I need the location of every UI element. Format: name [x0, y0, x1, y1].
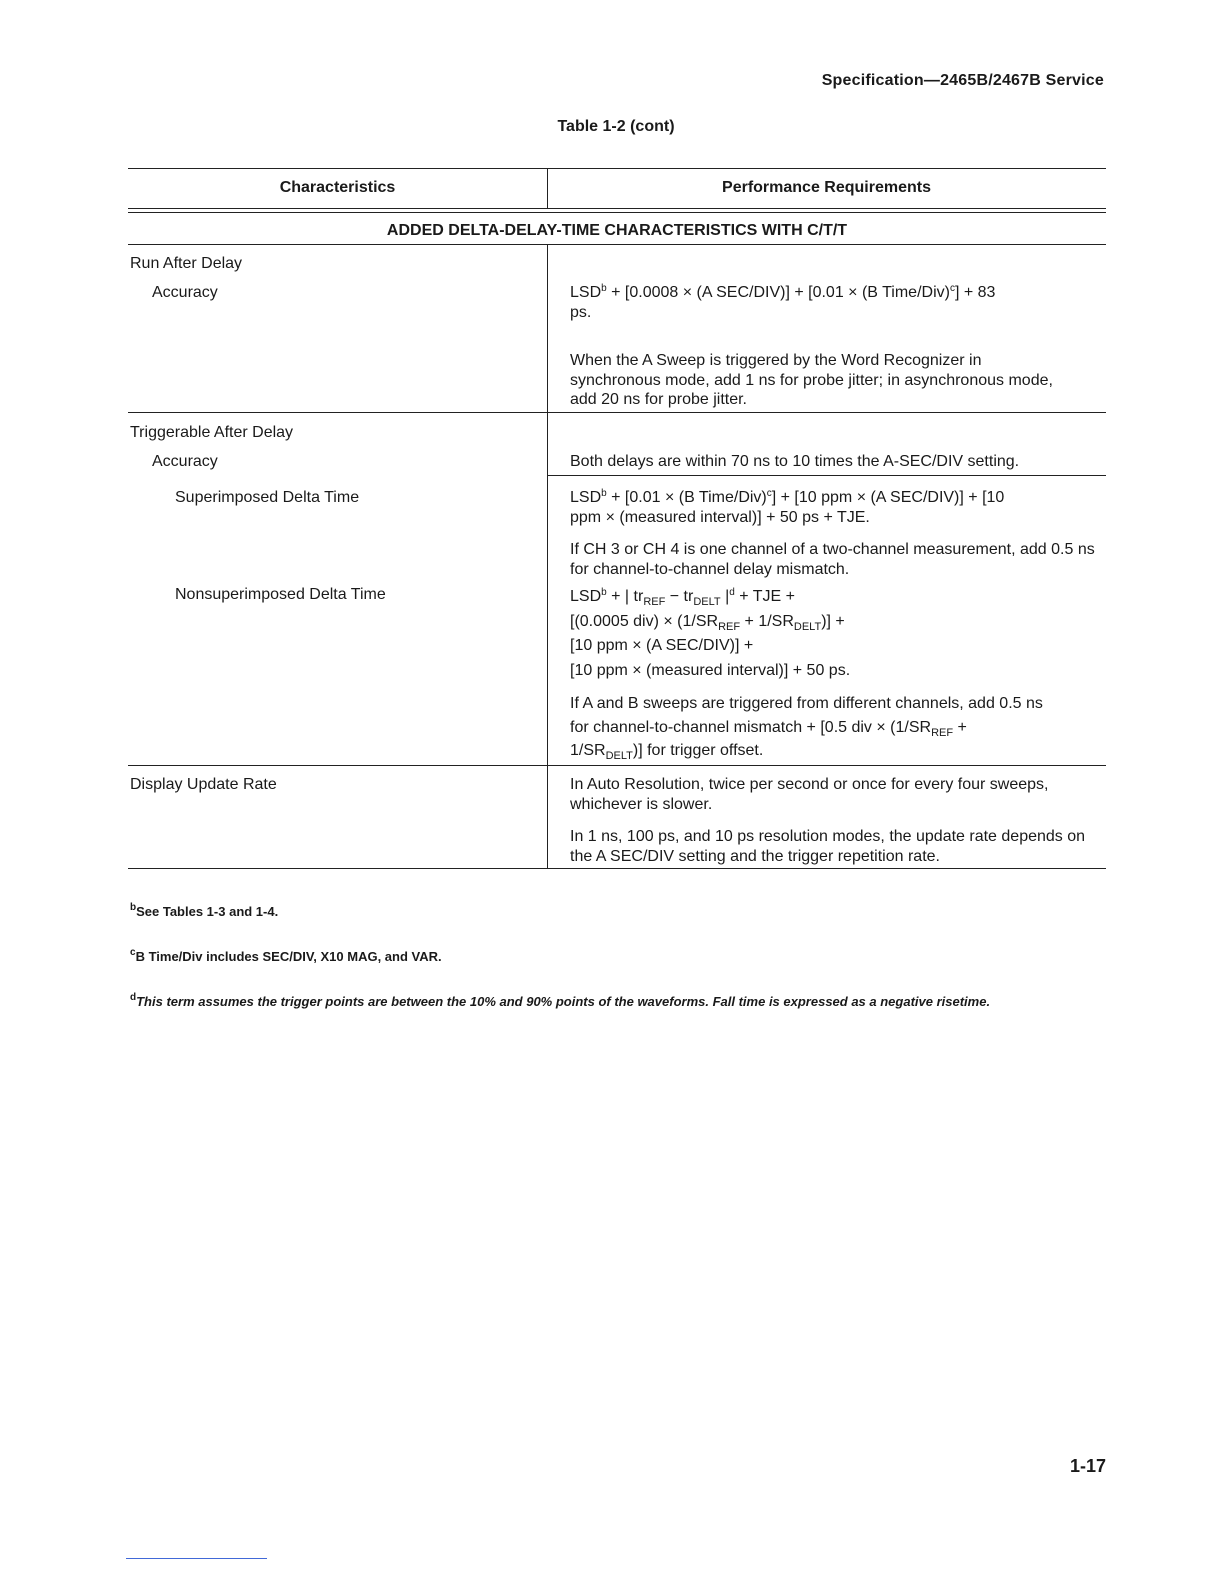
table-caption: Table 1-2 (cont): [557, 118, 675, 135]
run-after-delay-accuracy-text: LSD$^b$ + [0.0008 × (A SEC/DIV)] + [0.01 × (B Time/Div)$^c$] + 83 ps.: [570, 283, 996, 321]
col-header-characteristics: Characteristics: [279, 179, 396, 196]
word-recognizer-note: When the A Sweep is triggered by the Word Recognizer in synchronous mode, add 1 ns for probe jitter; in asynchronous mode, add 20 ns for probe jitter.: [570, 352, 1053, 408]
channel-mismatch-note: If CH 3 or CH 4 is one channel of a two-channel measurement, add 0.5 ns for channel-to-channel delay mismatch.: [570, 541, 1095, 578]
triggerable-accuracy-text: Both delays are within 70 ns to 10 times the A-SEC/DIV setting.: [570, 453, 1020, 470]
bottom-blue-rule: [126, 1558, 267, 1559]
row-rule-accuracy: [547, 475, 1106, 476]
row-rule-2: [128, 765, 1106, 766]
nonsuperimposed-delta-text: $LSD^b$ + | $tr_{REF} - tr_{DELT}$ $|^d$ + TJE + [(0.0005 $div) \times (1/SR_{REF} + 1/SR_{DELT})$] + [10 ppm × (A SEC/DIV)] + [10 ppm × (measured interval)] + 50 ps.: [570, 587, 851, 679]
triggerable-accuracy-label: Accuracy: [152, 453, 218, 470]
footnote-c: $^c$B Time/Div includes SEC/DIV, X10 MAG, and VAR.: [130, 947, 442, 964]
run-after-delay-accuracy-label: Accuracy: [152, 284, 218, 301]
triggerable-after-delay-label: Triggerable After Delay: [130, 424, 294, 441]
header-bottom-rule: [128, 208, 1106, 209]
auto-resolution-text: In Auto Resolution, twice per second or once for every four sweeps, whichever is slower.: [570, 776, 1049, 813]
footnote-d: $^d$This term assumes the trigger points are between the 10% and 90% points of the waveforms. Fall time is expressed as a negative risetime.: [130, 992, 991, 1009]
resolution-modes-text: In 1 ns, 100 ps, and 10 ps resolution modes, the update rate depends on the A SEC/DIV setting and the trigger repetition rate.: [570, 828, 1086, 865]
superimposed-delta-text: LSD$^b$ + [0.01 × (B Time/Div)$^c$] + [10 ppm × (A SEC/DIV)] + [10 ppm × (measured interval)] + 50 ps + TJE.: [570, 488, 1005, 526]
section-bottom-rule: [128, 244, 1106, 245]
table-top-rule: [128, 168, 1106, 169]
row-rule-1: [128, 412, 1106, 413]
footnote-b: $^b$See Tables 1-3 and 1-4.: [130, 902, 279, 919]
header-double-rule: [128, 212, 1106, 213]
running-header: Specification—2465B/2467B Service: [821, 72, 1104, 89]
col-header-requirements: Performance Requirements: [722, 179, 931, 196]
display-update-rate-label: Display Update Rate: [130, 776, 277, 793]
table-bottom-rule: [128, 868, 1106, 869]
run-after-delay-label: Run After Delay: [130, 255, 243, 272]
nonsuperimposed-delta-label: Nonsuperimposed Delta Time: [175, 586, 386, 603]
section-title: ADDED DELTA-DELAY-TIME CHARACTERISTICS WITH C/T/T: [386, 222, 848, 239]
body-column-divider: [547, 244, 548, 868]
sweep-trigger-note: If A and B sweeps are triggered from different channels, add 0.5 ns for channel-to-channel mismatch + [0.5 div × ($1/SR_{REF}$ + $1/SR_{DELT}$)] for trigger offset.: [570, 695, 1043, 762]
superimposed-delta-label: Superimposed Delta Time: [175, 489, 360, 506]
page-number: 1-17: [1069, 1456, 1106, 1476]
